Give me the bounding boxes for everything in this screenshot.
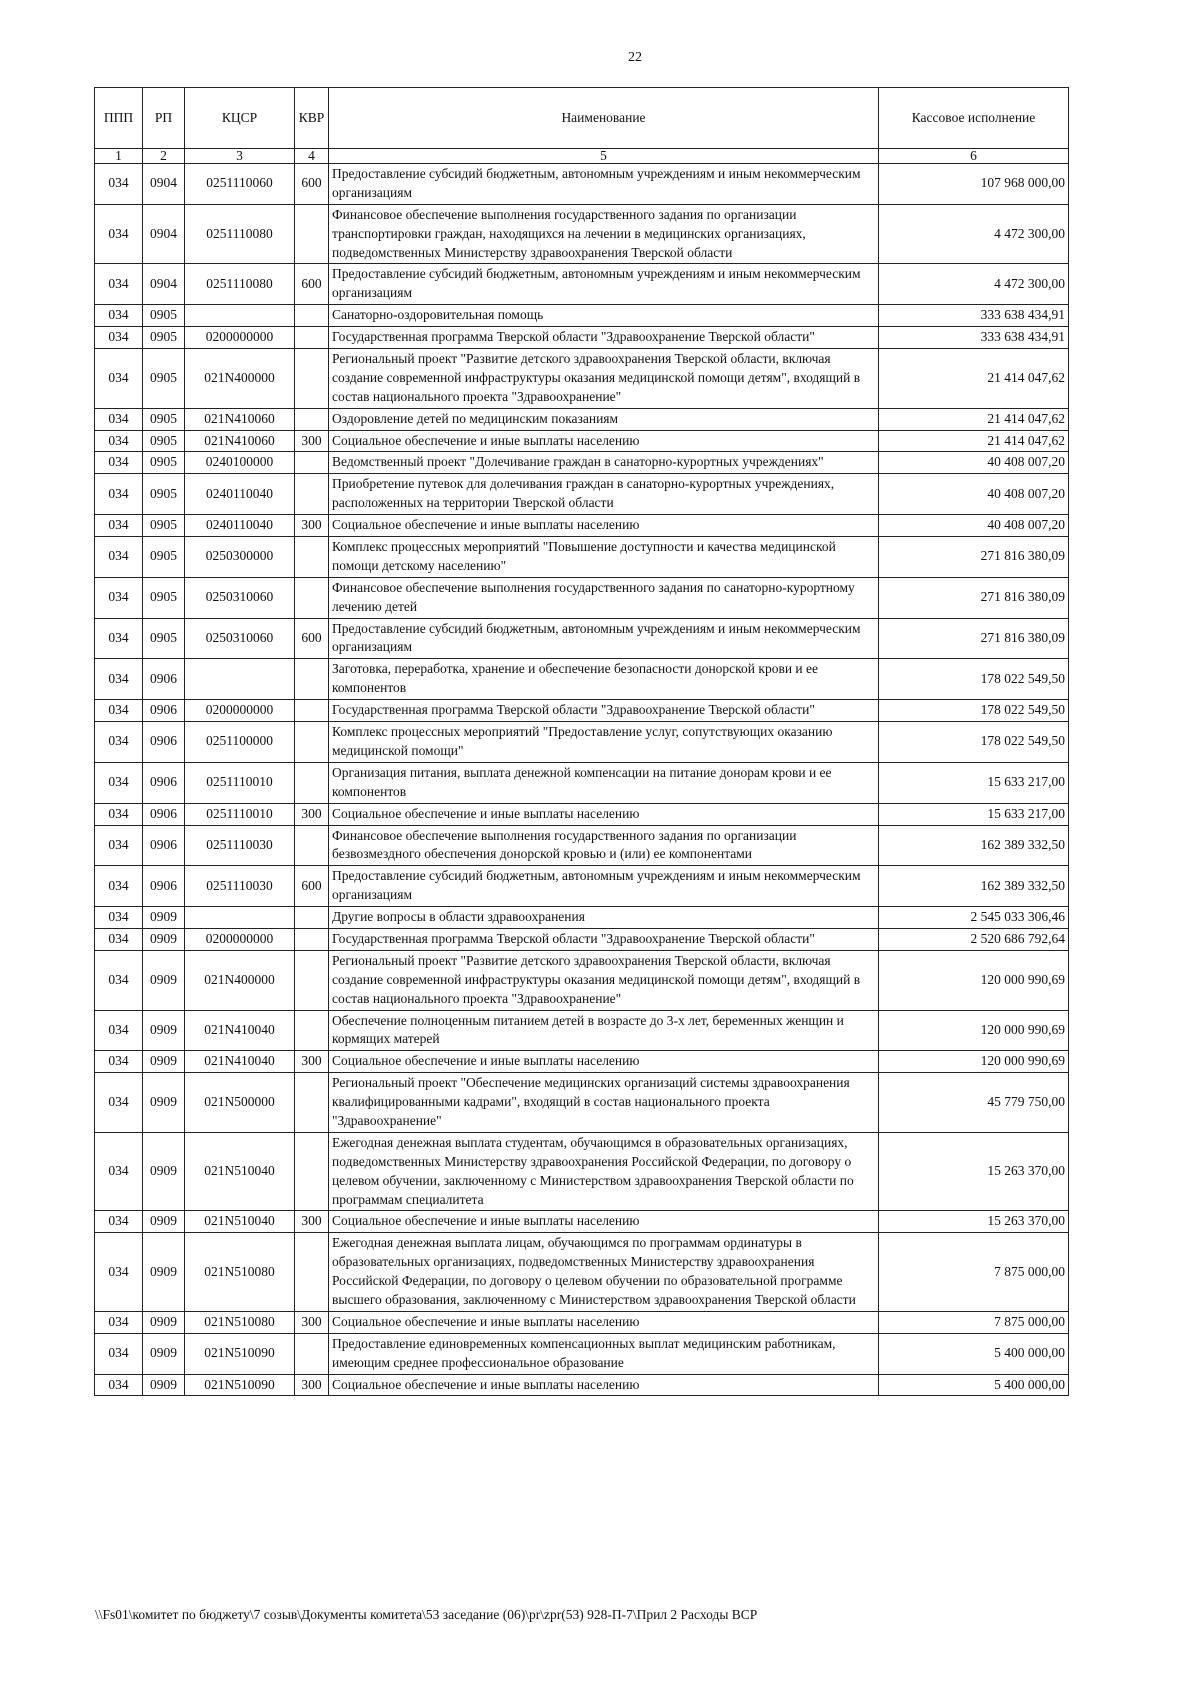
page-number: 22 — [628, 50, 642, 65]
cell-kcsr: 0250310060 — [185, 618, 295, 659]
cell-ppp: 034 — [95, 1010, 143, 1051]
cell-kvr: 300 — [295, 1311, 329, 1333]
cell-kcsr: 021N510080 — [185, 1233, 295, 1312]
cell-amount: 40 408 007,20 — [879, 452, 1069, 474]
cell-rp: 0905 — [143, 618, 185, 659]
cell-kvr — [295, 700, 329, 722]
cell-amount: 120 000 990,69 — [879, 1010, 1069, 1051]
cell-kvr — [295, 1132, 329, 1211]
cell-kcsr: 0240110040 — [185, 515, 295, 537]
cell-amount: 2 520 686 792,64 — [879, 928, 1069, 950]
cell-name: Комплекс процессных мероприятий "Предоставление услуг, сопутствующих оказанию медицинской помощи" — [329, 722, 879, 763]
cell-name: Социальное обеспечение и иные выплаты населению — [329, 803, 879, 825]
cell-kcsr: 021N510080 — [185, 1311, 295, 1333]
cell-name: Государственная программа Тверской области "Здравоохранение Тверской области" — [329, 928, 879, 950]
cell-rp: 0905 — [143, 349, 185, 409]
column-number: 6 — [879, 149, 1069, 164]
cell-rp: 0904 — [143, 164, 185, 205]
cell-amount: 45 779 750,00 — [879, 1073, 1069, 1133]
cell-rp: 0906 — [143, 762, 185, 803]
cell-ppp: 034 — [95, 803, 143, 825]
cell-amount: 7 875 000,00 — [879, 1233, 1069, 1312]
cell-kcsr: 0200000000 — [185, 928, 295, 950]
cell-ppp: 034 — [95, 1333, 143, 1374]
cell-kvr — [295, 204, 329, 264]
cell-name: Ежегодная денежная выплата студентам, обучающимся в образовательных организациях, подведомственных Министерству здравоохранения Российской Федерации, по договору о целевом обучении, заключенному с Министерством здравоохранения Тверской области по программам специалитета — [329, 1132, 879, 1211]
table-body — [95, 164, 1069, 1396]
cell-ppp: 034 — [95, 659, 143, 700]
cell-kcsr: 021N410040 — [185, 1010, 295, 1051]
cell-name: Предоставление субсидий бюджетным, автономным учреждениям и иным некоммерческим организациям — [329, 264, 879, 305]
cell-kcsr: 021N500000 — [185, 1073, 295, 1133]
cell-name: Социальное обеспечение и иные выплаты населению — [329, 1051, 879, 1073]
cell-rp: 0905 — [143, 305, 185, 327]
table-row — [95, 928, 1069, 950]
cell-ppp: 034 — [95, 452, 143, 474]
cell-amount: 178 022 549,50 — [879, 700, 1069, 722]
cell-rp: 0904 — [143, 264, 185, 305]
cell-kcsr: 021N510040 — [185, 1211, 295, 1233]
cell-rp: 0906 — [143, 866, 185, 907]
cell-kcsr: 021N410040 — [185, 1051, 295, 1073]
cell-kvr — [295, 659, 329, 700]
cell-ppp: 034 — [95, 1132, 143, 1211]
cell-amount: 21 414 047,62 — [879, 408, 1069, 430]
cell-kvr — [295, 825, 329, 866]
cell-kcsr: 0251110080 — [185, 264, 295, 305]
header-kcsr: КЦСР — [185, 88, 295, 149]
cell-amount: 178 022 549,50 — [879, 722, 1069, 763]
header-kvr: КВР — [295, 88, 329, 149]
cell-rp: 0906 — [143, 700, 185, 722]
cell-rp: 0905 — [143, 408, 185, 430]
cell-kcsr: 0251110010 — [185, 762, 295, 803]
cell-kvr — [295, 577, 329, 618]
table-row — [95, 1051, 1069, 1073]
cell-name: Финансовое обеспечение выполнения государственного задания по санаторно-курортному лечению детей — [329, 577, 879, 618]
cell-name: Оздоровление детей по медицинским показаниям — [329, 408, 879, 430]
cell-rp: 0909 — [143, 950, 185, 1010]
column-number: 1 — [95, 149, 143, 164]
cell-ppp: 034 — [95, 164, 143, 205]
cell-name: Региональный проект "Обеспечение медицинских организаций системы здравоохранения квалифицированными кадрами", входящий в состав национального проекта "Здравоохранение" — [329, 1073, 879, 1133]
cell-rp: 0905 — [143, 577, 185, 618]
cell-ppp: 034 — [95, 1051, 143, 1073]
table-row — [95, 722, 1069, 763]
cell-kcsr: 0251110030 — [185, 866, 295, 907]
cell-kvr — [295, 928, 329, 950]
cell-kvr — [295, 1073, 329, 1133]
cell-rp: 0909 — [143, 928, 185, 950]
cell-ppp: 034 — [95, 907, 143, 929]
cell-amount: 15 633 217,00 — [879, 803, 1069, 825]
cell-amount: 21 414 047,62 — [879, 430, 1069, 452]
header-ppp: ППП — [95, 88, 143, 149]
cell-amount: 2 545 033 306,46 — [879, 907, 1069, 929]
cell-kcsr: 021N410060 — [185, 408, 295, 430]
table-row — [95, 803, 1069, 825]
cell-kvr — [295, 907, 329, 929]
cell-name: Предоставление единовременных компенсационных выплат медицинским работникам, имеющим среднее профессиональное образование — [329, 1333, 879, 1374]
table-row — [95, 349, 1069, 409]
table-row — [95, 1311, 1069, 1333]
cell-ppp: 034 — [95, 1311, 143, 1333]
cell-amount: 21 414 047,62 — [879, 349, 1069, 409]
cell-amount: 15 263 370,00 — [879, 1211, 1069, 1233]
table-row — [95, 866, 1069, 907]
cell-kcsr: 0251110010 — [185, 803, 295, 825]
cell-kvr — [295, 474, 329, 515]
cell-kcsr: 0251110030 — [185, 825, 295, 866]
cell-kcsr: 021N510090 — [185, 1374, 295, 1396]
cell-kvr — [295, 722, 329, 763]
cell-rp: 0905 — [143, 474, 185, 515]
cell-rp: 0909 — [143, 907, 185, 929]
cell-amount: 162 389 332,50 — [879, 825, 1069, 866]
cell-name: Социальное обеспечение и иные выплаты населению — [329, 1311, 879, 1333]
cell-name: Государственная программа Тверской области "Здравоохранение Тверской области" — [329, 327, 879, 349]
table-row — [95, 1374, 1069, 1396]
table-row — [95, 430, 1069, 452]
table-row — [95, 515, 1069, 537]
table-row — [95, 700, 1069, 722]
cell-name: Региональный проект "Развитие детского здравоохранения Тверской области, включая создание современной инфраструктуры оказания медицинской помощи детям", входящий в состав национального проекта "Здравоохранение" — [329, 349, 879, 409]
cell-kvr — [295, 349, 329, 409]
cell-ppp: 034 — [95, 700, 143, 722]
cell-amount: 271 816 380,09 — [879, 577, 1069, 618]
cell-amount: 120 000 990,69 — [879, 950, 1069, 1010]
cell-kcsr: 0240100000 — [185, 452, 295, 474]
cell-rp: 0909 — [143, 1073, 185, 1133]
cell-amount: 333 638 434,91 — [879, 305, 1069, 327]
cell-ppp: 034 — [95, 430, 143, 452]
table-row — [95, 1233, 1069, 1312]
table-row — [95, 618, 1069, 659]
table-row — [95, 950, 1069, 1010]
cell-ppp: 034 — [95, 537, 143, 578]
cell-kvr — [295, 1333, 329, 1374]
table-row — [95, 264, 1069, 305]
cell-name: Организация питания, выплата денежной компенсации на питание донорам крови и ее компонентов — [329, 762, 879, 803]
cell-ppp: 034 — [95, 577, 143, 618]
cell-rp: 0909 — [143, 1010, 185, 1051]
table-row — [95, 1211, 1069, 1233]
cell-kcsr: 021N400000 — [185, 349, 295, 409]
cell-rp: 0905 — [143, 430, 185, 452]
cell-amount: 271 816 380,09 — [879, 537, 1069, 578]
cell-ppp: 034 — [95, 722, 143, 763]
cell-rp: 0906 — [143, 803, 185, 825]
table-row — [95, 577, 1069, 618]
cell-name: Ежегодная денежная выплата лицам, обучающимся по программам ординатуры в образовательных организациях, подведомственных Министерству здравоохранения Российской Федерации, по договору о целевом обучении по образовательной программе высшего образования, заключенному с Министерством здравоохранения Тверской области — [329, 1233, 879, 1312]
cell-ppp: 034 — [95, 1073, 143, 1133]
table-row — [95, 1132, 1069, 1211]
cell-name: Государственная программа Тверской области "Здравоохранение Тверской области" — [329, 700, 879, 722]
cell-amount: 271 816 380,09 — [879, 618, 1069, 659]
table-row — [95, 762, 1069, 803]
header-name: Наименование — [329, 88, 879, 149]
cell-rp: 0909 — [143, 1374, 185, 1396]
cell-amount: 5 400 000,00 — [879, 1333, 1069, 1374]
cell-name: Финансовое обеспечение выполнения государственного задания по организации транспортировки граждан, находящихся на лечении в медицинских организациях, подведомственных Министерству здравоохранения Тверской области — [329, 204, 879, 264]
cell-ppp: 034 — [95, 1374, 143, 1396]
cell-ppp: 034 — [95, 928, 143, 950]
cell-rp: 0906 — [143, 659, 185, 700]
cell-amount: 15 263 370,00 — [879, 1132, 1069, 1211]
cell-kvr — [295, 327, 329, 349]
table-row — [95, 408, 1069, 430]
table-row — [95, 907, 1069, 929]
cell-rp: 0905 — [143, 452, 185, 474]
cell-kvr — [295, 408, 329, 430]
cell-rp: 0909 — [143, 1233, 185, 1312]
cell-amount: 178 022 549,50 — [879, 659, 1069, 700]
cell-name: Комплекс процессных мероприятий "Повышение доступности и качества медицинской помощи детскому населению" — [329, 537, 879, 578]
cell-ppp: 034 — [95, 474, 143, 515]
cell-ppp: 034 — [95, 618, 143, 659]
cell-kvr: 300 — [295, 1374, 329, 1396]
cell-rp: 0909 — [143, 1051, 185, 1073]
cell-rp: 0906 — [143, 825, 185, 866]
cell-kvr: 600 — [295, 618, 329, 659]
cell-amount: 40 408 007,20 — [879, 515, 1069, 537]
cell-ppp: 034 — [95, 327, 143, 349]
cell-name: Социальное обеспечение и иные выплаты населению — [329, 430, 879, 452]
cell-name: Финансовое обеспечение выполнения государственного задания по организации безвозмездного обеспечения донорской кровью и (или) ее компонентами — [329, 825, 879, 866]
cell-rp: 0909 — [143, 1311, 185, 1333]
cell-rp: 0905 — [143, 515, 185, 537]
cell-kcsr: 0200000000 — [185, 700, 295, 722]
cell-name: Заготовка, переработка, хранение и обеспечение безопасности донорской крови и ее компонентов — [329, 659, 879, 700]
cell-kvr — [295, 762, 329, 803]
cell-name: Приобретение путевок для долечивания граждан в санаторно-курортных учреждениях, расположенных на территории Тверской области — [329, 474, 879, 515]
cell-kcsr: 0240110040 — [185, 474, 295, 515]
cell-name: Ведомственный проект "Долечивание граждан в санаторно-курортных учреждениях" — [329, 452, 879, 474]
cell-kvr: 300 — [295, 515, 329, 537]
cell-amount: 40 408 007,20 — [879, 474, 1069, 515]
cell-ppp: 034 — [95, 950, 143, 1010]
cell-kvr: 600 — [295, 866, 329, 907]
cell-kcsr — [185, 907, 295, 929]
column-number: 2 — [143, 149, 185, 164]
cell-name: Предоставление субсидий бюджетным, автономным учреждениям и иным некоммерческим организациям — [329, 618, 879, 659]
cell-amount: 4 472 300,00 — [879, 264, 1069, 305]
cell-kcsr — [185, 305, 295, 327]
table-row — [95, 1073, 1069, 1133]
cell-ppp: 034 — [95, 305, 143, 327]
column-number-row — [95, 149, 1069, 164]
cell-ppp: 034 — [95, 408, 143, 430]
table-row — [95, 452, 1069, 474]
cell-ppp: 034 — [95, 1233, 143, 1312]
cell-rp: 0909 — [143, 1333, 185, 1374]
header-amount: Кассовое исполнение — [879, 88, 1069, 149]
cell-kvr: 300 — [295, 803, 329, 825]
cell-ppp: 034 — [95, 264, 143, 305]
table-row — [95, 537, 1069, 578]
cell-kcsr: 0250310060 — [185, 577, 295, 618]
cell-ppp: 034 — [95, 762, 143, 803]
cell-kcsr: 021N510040 — [185, 1132, 295, 1211]
cell-kvr — [295, 305, 329, 327]
cell-name: Региональный проект "Развитие детского здравоохранения Тверской области, включая создание современной инфраструктуры оказания медицинской помощи детям", входящий в состав национального проекта "Здравоохранение" — [329, 950, 879, 1010]
cell-rp: 0909 — [143, 1132, 185, 1211]
cell-kvr — [295, 950, 329, 1010]
table-header-row — [95, 88, 1069, 149]
cell-kvr — [295, 1010, 329, 1051]
table-row — [95, 1333, 1069, 1374]
cell-ppp: 034 — [95, 825, 143, 866]
cell-name: Обеспечение полноценным питанием детей в возрасте до 3-х лет, беременных женщин и кормящих матерей — [329, 1010, 879, 1051]
table-row — [95, 474, 1069, 515]
cell-kvr: 600 — [295, 164, 329, 205]
cell-kcsr: 021N400000 — [185, 950, 295, 1010]
column-number: 5 — [329, 149, 879, 164]
column-number: 3 — [185, 149, 295, 164]
cell-rp: 0909 — [143, 1211, 185, 1233]
cell-name: Предоставление субсидий бюджетным, автономным учреждениям и иным некоммерческим организациям — [329, 164, 879, 205]
cell-kcsr: 021N410060 — [185, 430, 295, 452]
cell-ppp: 034 — [95, 515, 143, 537]
cell-amount: 7 875 000,00 — [879, 1311, 1069, 1333]
cell-kcsr: 021N510090 — [185, 1333, 295, 1374]
cell-kvr: 300 — [295, 430, 329, 452]
cell-kcsr: 0200000000 — [185, 327, 295, 349]
cell-rp: 0906 — [143, 722, 185, 763]
cell-rp: 0904 — [143, 204, 185, 264]
cell-rp: 0905 — [143, 537, 185, 578]
cell-rp: 0905 — [143, 327, 185, 349]
cell-amount: 15 633 217,00 — [879, 762, 1069, 803]
table-row — [95, 204, 1069, 264]
cell-name: Предоставление субсидий бюджетным, автономным учреждениям и иным некоммерческим организациям — [329, 866, 879, 907]
cell-kvr — [295, 452, 329, 474]
table-row — [95, 164, 1069, 205]
table-row — [95, 659, 1069, 700]
cell-ppp: 034 — [95, 866, 143, 907]
cell-name: Другие вопросы в области здравоохранения — [329, 907, 879, 929]
cell-amount: 5 400 000,00 — [879, 1374, 1069, 1396]
cell-kvr: 300 — [295, 1211, 329, 1233]
table-row — [95, 825, 1069, 866]
cell-kvr — [295, 1233, 329, 1312]
header-rp: РП — [143, 88, 185, 149]
column-number: 4 — [295, 149, 329, 164]
cell-name: Социальное обеспечение и иные выплаты населению — [329, 515, 879, 537]
cell-kcsr: 0251100000 — [185, 722, 295, 763]
table-row — [95, 327, 1069, 349]
cell-amount: 4 472 300,00 — [879, 204, 1069, 264]
cell-amount: 162 389 332,50 — [879, 866, 1069, 907]
cell-amount: 107 968 000,00 — [879, 164, 1069, 205]
cell-amount: 120 000 990,69 — [879, 1051, 1069, 1073]
table-row — [95, 305, 1069, 327]
table-row — [95, 1010, 1069, 1051]
cell-kvr: 600 — [295, 264, 329, 305]
file-path-footer: \\Fs01\комитет по бюджету\7 созыв\Документы комитета\53 заседание (06)\pr\zpr(53) 928-П-7\Прил 2 Расходы ВСР — [95, 1607, 758, 1622]
cell-name: Социальное обеспечение и иные выплаты населению — [329, 1374, 879, 1396]
cell-ppp: 034 — [95, 349, 143, 409]
cell-ppp: 034 — [95, 1211, 143, 1233]
budget-table — [94, 87, 1069, 1396]
cell-kcsr — [185, 659, 295, 700]
cell-kcsr: 0251110060 — [185, 164, 295, 205]
cell-kcsr: 0251110080 — [185, 204, 295, 264]
cell-name: Санаторно-оздоровительная помощь — [329, 305, 879, 327]
cell-ppp: 034 — [95, 204, 143, 264]
cell-name: Социальное обеспечение и иные выплаты населению — [329, 1211, 879, 1233]
cell-kvr: 300 — [295, 1051, 329, 1073]
cell-amount: 333 638 434,91 — [879, 327, 1069, 349]
cell-kcsr: 0250300000 — [185, 537, 295, 578]
cell-kvr — [295, 537, 329, 578]
